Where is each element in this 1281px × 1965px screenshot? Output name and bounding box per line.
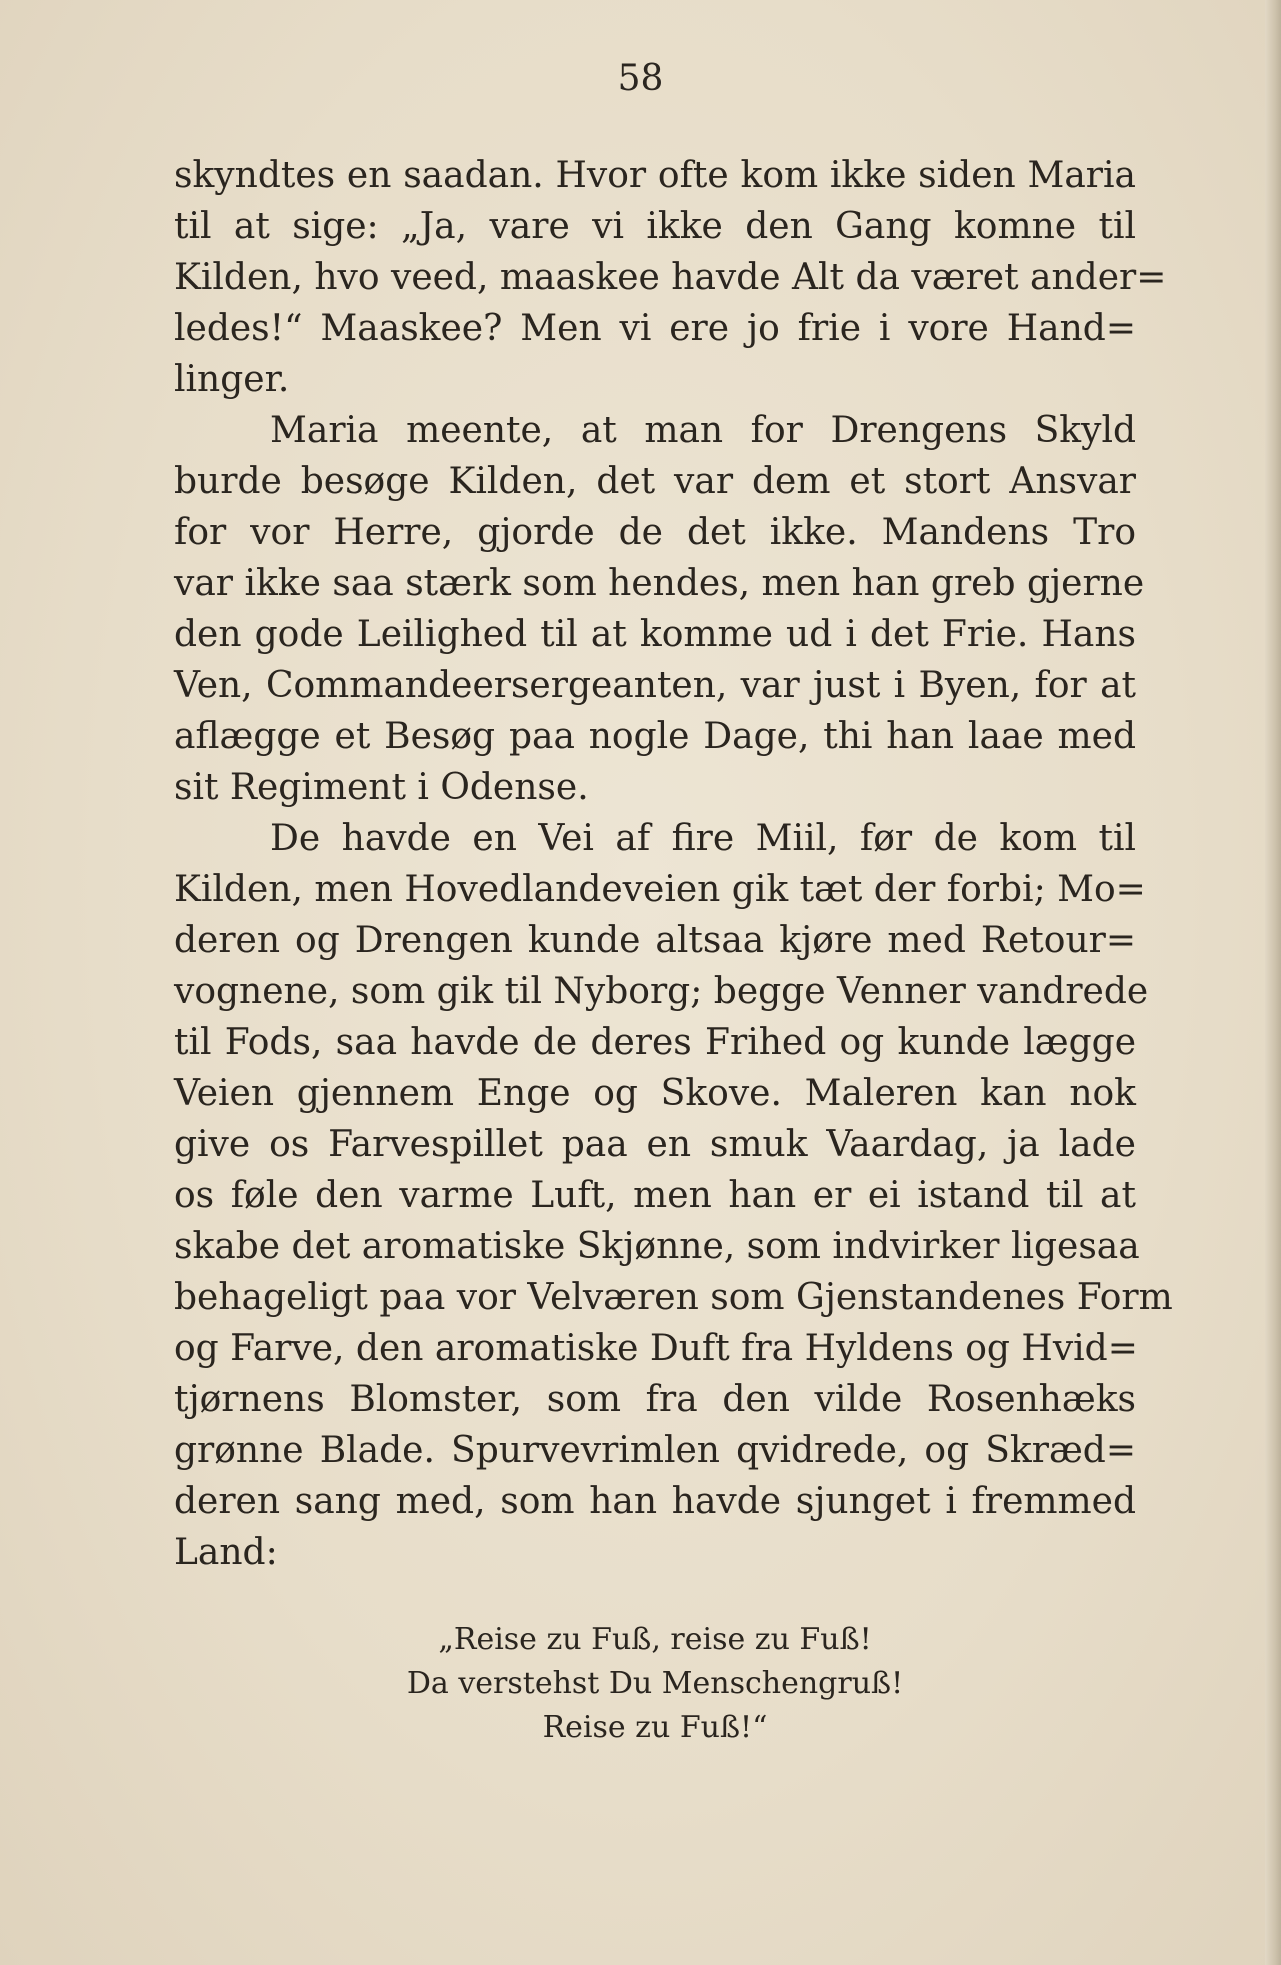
body-text	[174, 150, 1173, 1578]
text-line: ledes!“ Maaskee? Men vi ere jo frie i vore Hand=	[174, 308, 1136, 349]
text-line: deren og Drengen kunde altsaa kjøre med Retour=	[174, 920, 1136, 961]
text-line: behageligt paa vor Velværen som Gjenstandenes Form	[174, 1277, 1173, 1318]
text-line: vognene, som gik til Nyborg; begge Venner vandrede	[174, 971, 1149, 1012]
text-line: Kilden, men Hovedlandeveien gik tæt der forbi; Mo=	[174, 869, 1146, 910]
text-line: Veien gjennem Enge og Skove. Maleren kan nok	[174, 1073, 1136, 1114]
poem-line: „Reise zu Fuß, reise zu Fuß!	[438, 1622, 872, 1657]
text-line: den gode Leilighed til at komme ud i det Frie. Hans	[174, 614, 1136, 655]
text-line: aflægge et Besøg paa nogle Dage, thi han laae med	[174, 716, 1136, 757]
text-line: til Fods, saa havde de deres Frihed og kunde lægge	[174, 1022, 1136, 1063]
poem-verse	[174, 1618, 1136, 1750]
text-line: linger.	[174, 359, 290, 400]
page-number: 58	[617, 58, 664, 99]
text-line: og Farve, den aromatiske Duft fra Hyldens og Hvid=	[174, 1328, 1138, 1369]
paragraph-start: Maria meente, at man for Drengens Skyld	[270, 410, 1136, 451]
text-line: sit Regiment i Odense.	[174, 767, 589, 808]
text-line: Kilden, hvo veed, maaskee havde Alt da været ander=	[174, 257, 1167, 298]
poem-line: Da verstehst Du Menschengruß!	[406, 1666, 904, 1701]
text-line: os føle den varme Luft, men han er ei istand til at	[174, 1175, 1136, 1216]
text-line: skabe det aromatiske Skjønne, som indvirker ligesaa	[174, 1226, 1140, 1267]
text-line: skyndtes en saadan. Hvor ofte kom ikke siden Maria	[174, 155, 1136, 196]
page-edge	[1265, 0, 1281, 1965]
text-line: Land:	[174, 1532, 278, 1573]
text-line: Ven, Commandeersergeanten, var just i Byen, for at	[174, 665, 1136, 706]
text-line: var ikke saa stærk som hendes, men han greb gjerne	[174, 563, 1145, 604]
text-line: grønne Blade. Spurvevrimlen qvidrede, og Skræd=	[174, 1430, 1136, 1471]
text-line: tjørnens Blomster, som fra den vilde Rosenhæks	[174, 1379, 1136, 1420]
poem-line: Reise zu Fuß!“	[542, 1710, 768, 1745]
text-line: for vor Herre, gjorde de det ikke. Mandens Tro	[174, 512, 1136, 553]
text-line: deren sang med, som han havde sjunget i fremmed	[174, 1481, 1136, 1522]
text-line: til at sige: „Ja, vare vi ikke den Gang komne til	[174, 206, 1136, 247]
text-line: give os Farvespillet paa en smuk Vaardag, ja lade	[174, 1124, 1136, 1165]
text-line: burde besøge Kilden, det var dem et stort Ansvar	[174, 461, 1136, 502]
paragraph-start: De havde en Vei af fire Miil, før de kom til	[270, 818, 1136, 859]
